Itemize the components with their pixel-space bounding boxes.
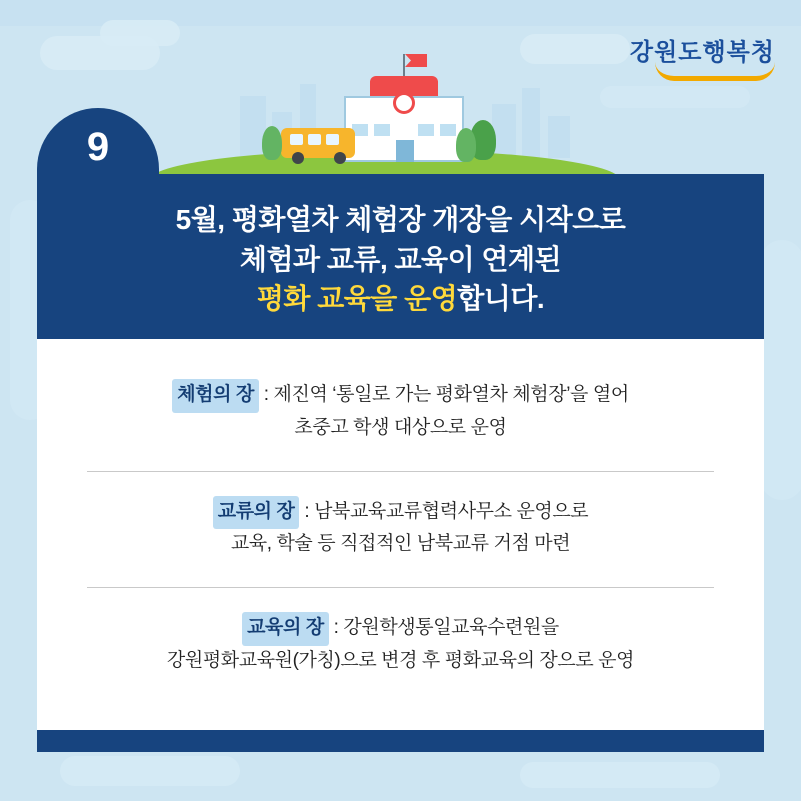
bus-wheel-right — [334, 152, 346, 164]
bg-band-right — [760, 240, 801, 500]
headline-line-3-rest: 합니다. — [457, 283, 545, 315]
content-block-3-text-1: : 강원학생통일교육수련원을 — [328, 617, 559, 639]
content-block-3-row-2: 강원평화교육원(가칭)으로 변경 후 평화교육의 장으로 운영 — [166, 649, 635, 671]
content-block-1-text-1: : 제진역 ‘통일로 가는 평화열차 체험장’을 열어 — [258, 384, 629, 405]
bus-window-3 — [326, 134, 339, 145]
content-block-2-text-1: : 남북교육교류협력사무소 운영으로 — [299, 500, 589, 522]
content-block-2 — [77, 496, 724, 561]
tree-3 — [262, 126, 282, 160]
headline-highlight: 평화 교육을 운영 — [256, 283, 458, 315]
school-window-2 — [374, 124, 390, 136]
bus-window-2 — [308, 134, 321, 145]
headline-panel — [37, 174, 764, 339]
tree-2 — [456, 128, 476, 162]
bg-cloud-5 — [60, 756, 240, 786]
content-block-1 — [77, 379, 724, 444]
content-block-1-row-2: 초중고 학생 대상으로 운영 — [294, 416, 507, 438]
school-window-4 — [440, 124, 456, 136]
bus-window-1 — [290, 134, 303, 145]
content-panel — [37, 339, 764, 730]
gangwon-logo — [630, 40, 775, 81]
bg-cloud-6 — [520, 762, 720, 788]
headline-line-3 — [257, 279, 544, 319]
bus-wheel-left — [292, 152, 304, 164]
city-building-6 — [548, 116, 570, 158]
content-block-3-tag: 교육의 장 — [242, 612, 329, 646]
logo-text: 강원도행복청 — [629, 39, 775, 66]
divider-2 — [87, 587, 714, 588]
content-block-1-tag: 체험의 장 — [172, 379, 259, 413]
headline-line-1: 5월, 평화열차 체험장 개장을 시작으로 — [175, 203, 626, 235]
flag-icon — [405, 54, 427, 67]
clock-icon — [393, 92, 415, 114]
content-block-2-tag: 교류의 장 — [213, 496, 300, 530]
bottom-bar — [37, 730, 764, 752]
city-building-5 — [522, 88, 540, 158]
page-number: 9 — [86, 125, 110, 169]
school-window-3 — [418, 124, 434, 136]
content-block-3 — [77, 612, 724, 677]
school-door — [396, 140, 414, 162]
content-block-3-row-1 — [77, 612, 724, 646]
headline-line-2: 체험과 교류, 교육이 연계된 — [239, 243, 562, 275]
content-block-2-row-2: 교육, 학술 등 직접적인 남북교류 거점 마련 — [230, 533, 571, 555]
city-building-4 — [492, 104, 516, 158]
divider-1 — [87, 471, 714, 472]
content-block-2-row-1 — [77, 496, 724, 530]
content-block-1-row-1 — [77, 379, 724, 413]
